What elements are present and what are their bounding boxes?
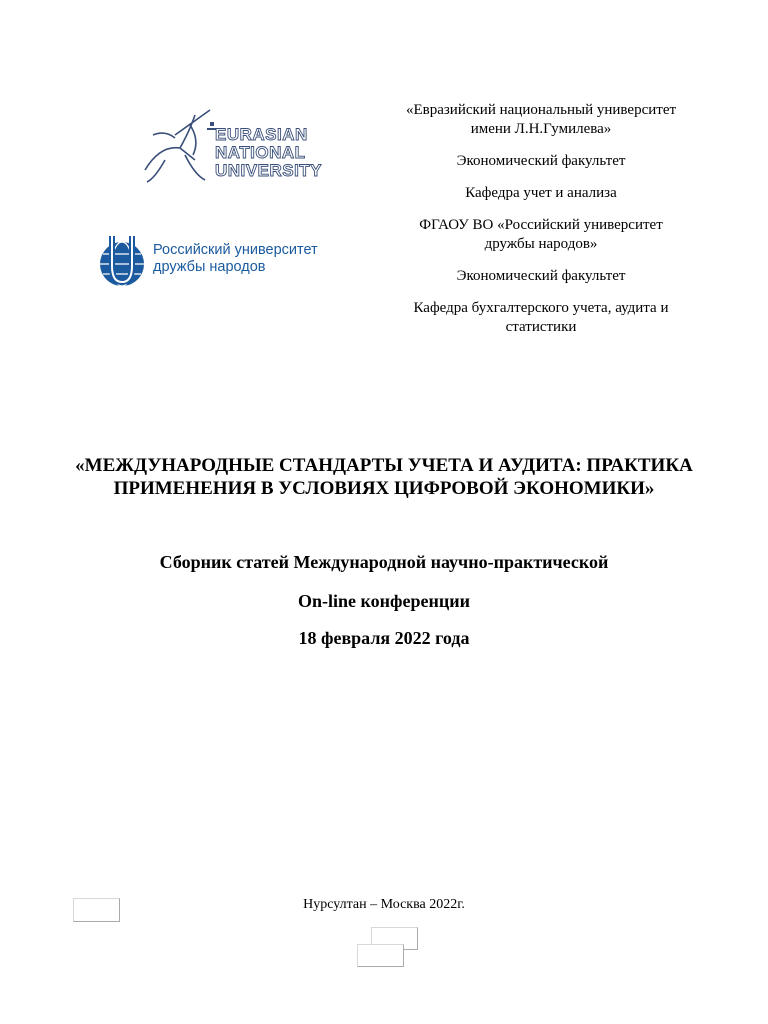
conference-date: 18 февраля 2022 года (298, 628, 470, 648)
eu-logo-line2: NATIONAL (215, 143, 306, 162)
header-line-4: ФГАОУ ВО «Российский университет дружбы народов» (419, 217, 663, 252)
eu-logo-line3: UNIVERSITY (215, 161, 323, 180)
rudn-university-logo (95, 232, 340, 292)
header-line-2: Экономический факультет (456, 153, 626, 169)
empty-box-center-bottom (357, 944, 404, 967)
empty-box-left (73, 898, 120, 922)
header-line-3: Кафедра учет и анализа (465, 185, 617, 201)
eu-logo-line1: EURASIAN (215, 125, 308, 144)
rudn-logo-line2: дружбы народов (153, 259, 266, 275)
horse-rider-emblem-icon (135, 100, 330, 190)
city-year-footer: Нурсултан – Москва 2022г. (303, 897, 465, 912)
eurasian-university-logo (135, 100, 330, 190)
collection-subtitle: Сборник статей Международной научно-практической (159, 552, 609, 572)
header-line-1: «Евразийский национальный университет имени Л.Н.Гумилева» (405, 102, 677, 137)
header-line-5: Экономический факультет (456, 268, 626, 284)
institution-header (400, 101, 682, 350)
header-line-6: Кафедра бухгалтерского учета, аудита и статистики (413, 300, 669, 335)
document-title: «МЕЖДУНАРОДНЫЕ СТАНДАРТЫ УЧЕТА И АУДИТА: ПРАКТИКА ПРИМЕНЕНИЯ В УСЛОВИЯХ ЦИФРОВОЙ ЭКОНОМИКИ» (75, 455, 693, 499)
globe-emblem-icon (95, 232, 151, 292)
rudn-logo-line1: Российский университет (153, 242, 318, 258)
conference-line: On-line конференции (298, 591, 470, 611)
